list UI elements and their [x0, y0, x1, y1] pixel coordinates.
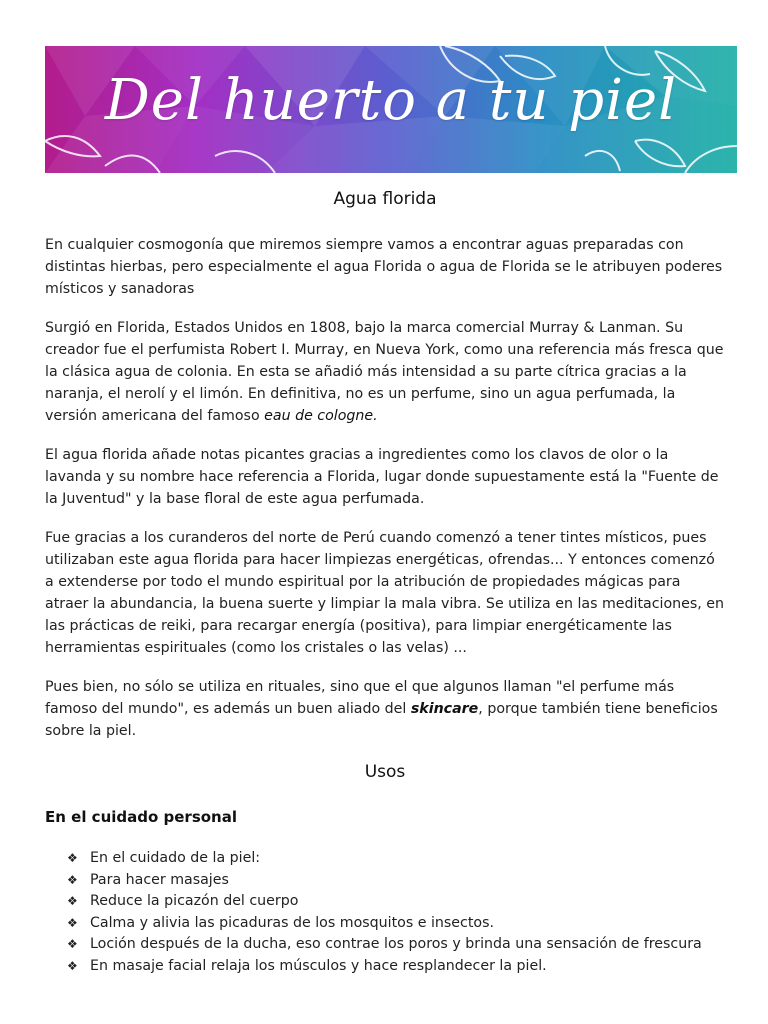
diamond-bullet-icon: ❖	[67, 872, 78, 887]
paragraph-mystic: Fue gracias a los curanderos del norte de Perú cuando comenzó a tener tintes místicos, pues utilizaban este agua florida para hacer limpiezas energéticas, ofrendas... Y entonces comenzó a extenderse por todo el mundo espiritual por la atribución de propiedades mágicas para atraer la abundancia, la buena suerte y limpiar la mala vibra. Se utiliza en las meditaciones, en las prácticas de reiki, para recargar energía (positiva), para limpiar energéticamente las herramientas espirituales (como los cristales o las velas) ...	[45, 530, 725, 656]
usos-heading: Usos	[364, 762, 406, 782]
diamond-bullet-icon: ❖	[67, 894, 78, 908]
uses-list	[45, 848, 725, 977]
paragraph-skincare-text-b: , porque también tiene beneficios sobre la piel.	[45, 701, 718, 739]
list-item	[67, 956, 725, 978]
paragraph-history	[45, 317, 725, 427]
eau-de-cologne-emphasis: eau de cologne.	[264, 408, 378, 424]
header-banner	[45, 46, 737, 173]
diamond-bullet-icon: ❖	[67, 915, 78, 930]
list-item-text: En el cuidado de la piel:	[90, 850, 261, 866]
article	[45, 186, 725, 977]
diamond-bullet-icon: ❖	[67, 851, 78, 865]
paragraph-intro: En cualquier cosmogonía que miremos siempre vamos a encontrar aguas preparadas con distintas hierbas, pero especialmente el agua Florida o agua de Florida se le atribuyen poderes místicos y sanadoras	[45, 237, 723, 297]
diamond-bullet-icon: ❖	[67, 958, 78, 973]
banner-title: Del huerto a tu piel	[104, 68, 678, 133]
list-item	[67, 848, 725, 870]
paragraph-notes: El agua florida añade notas picantes gracias a ingredientes como los clavos de olor o la lavanda y su nombre hace referencia a Florida, lugar donde supuestamente está la "Fuente de la Juventud" y la base floral de este agua perfumada.	[45, 447, 719, 507]
paragraph-history-text: Surgió en Florida, Estados Unidos en 1808, bajo la marca comercial Murray & Lanman. Su creador fue el perfumista Robert I. Murray, en Nueva York, como una referencia más fresca que la clásica agua de colonia. En esta se añadió más intensidad a su parte cítrica gracias a la naranja, el nerolí y el limón. En definitiva, no es un perfume, sino un agua perfumada, la versión americana del famoso	[45, 320, 724, 424]
list-item	[67, 913, 725, 935]
list-item	[67, 891, 725, 913]
paragraph-skincare	[45, 676, 725, 742]
list-item-text: Loción después de la ducha, eso contrae los poros y brinda una sensación de frescura	[90, 936, 702, 952]
list-item-text: Reduce la picazón del cuerpo	[90, 893, 299, 909]
list-item-text: Para hacer masajes	[90, 871, 229, 888]
page-title: Agua florida	[333, 189, 437, 209]
paragraph-skincare-text-a: Pues bien, no sólo se utiliza en rituales, sino que el que algunos llaman "el perfume más famoso del mundo", es además un buen aliado del	[45, 679, 675, 717]
list-item	[67, 934, 725, 956]
list-item-text: En masaje facial relaja los músculos y hace resplandecer la piel.	[90, 957, 547, 974]
list-item	[67, 870, 725, 892]
section-heading-personal-care: En el cuidado personal	[45, 808, 238, 826]
list-item-text: Calma y alivia las picaduras de los mosquitos e insectos.	[90, 914, 494, 931]
diamond-bullet-icon: ❖	[67, 937, 78, 951]
skincare-emphasis: skincare	[410, 701, 479, 717]
